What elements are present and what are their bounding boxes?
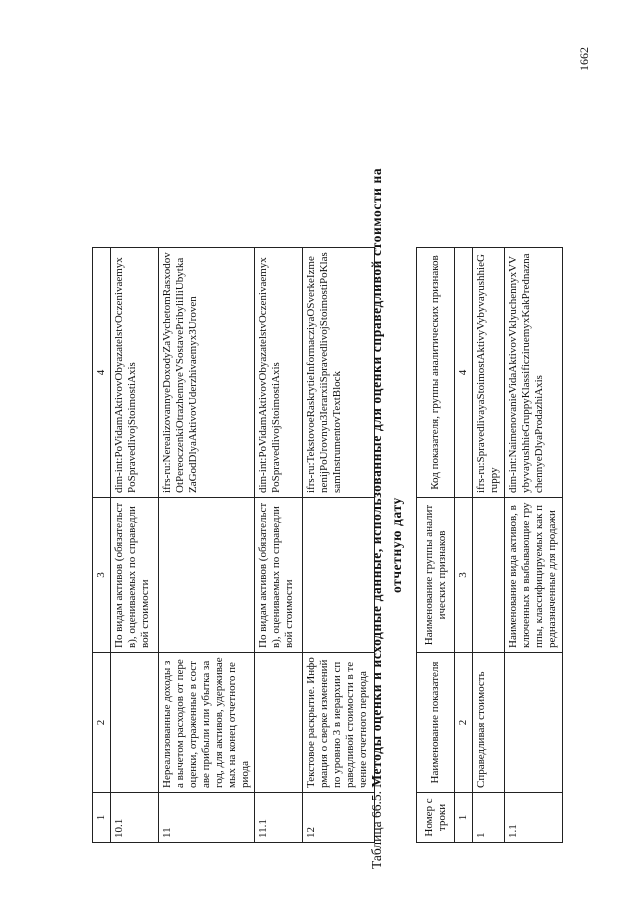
indicator-code: dim-int:PoVidamAktivovObyazatelstvOczenivaemyxPoSpravedlivojStoimostiAxis [255, 248, 303, 498]
header-cell: Код показателя, группы аналитических признаков [417, 248, 455, 498]
header-number: 3 [455, 498, 473, 653]
header-cell: 3 [93, 498, 111, 653]
table-caption [367, 69, 407, 869]
row-number: 11 [159, 793, 255, 843]
indicator-name [255, 653, 303, 793]
header-cell: Наименование показателя [417, 653, 455, 793]
row-number: 1.1 [505, 793, 563, 843]
table-header-row [417, 248, 455, 843]
indicator-code: ifrs-ru:TekstovoeRaskrytieInformacziyaOSverkeIzmenenijPoUrovnyu3IerarxiiSpravedlivojStoimostiPoKlassamInstrumentovTextBlock [303, 248, 375, 498]
caption-title-continued: отчетную дату [389, 497, 404, 593]
page-number: 1662 [577, 47, 591, 71]
table-row [111, 248, 159, 843]
caption-prefix: Таблица 66.5. [369, 791, 384, 869]
header-cell: 1 [93, 793, 111, 843]
group-name [303, 498, 375, 653]
indicator-name: Нереализованные доходы за вычетом расходов от переоценки, отраженные в составе прибыли или убытка за год, для активов, удерживаемых на конец отчетного периода [159, 653, 255, 793]
header-cell: 4 [93, 248, 111, 498]
group-name: Наименование вида активов, включенных в выбывающие группы, классифицируемых как предназначенные для продажи [505, 498, 563, 653]
group-name [159, 498, 255, 653]
header-number: 1 [455, 793, 473, 843]
table-row [255, 248, 303, 843]
indicator-name [505, 653, 563, 793]
indicator-code: ifrs-ru:SpravedlivayaStoimostAktivyVybyvayushhieGruppy [473, 248, 505, 498]
header-number: 4 [455, 248, 473, 498]
table-row [303, 248, 375, 843]
table-row [505, 248, 563, 843]
group-name: По видам активов (обязательств), оцениваемых по справедливой стоимости [111, 498, 159, 653]
indicator-code: dim-int:NaimenovanieVidaAktivovVklyuchennyxVVybyvayushhieGruppyKlassificziruemyxKakPrednaznachennyeDlyaProdazhiAxis [505, 248, 563, 498]
group-name: По видам активов (обязательств), оцениваемых по справедливой стоимости [255, 498, 303, 653]
header-cell: Номер строки [417, 793, 455, 843]
group-name [473, 498, 505, 653]
table-row [473, 248, 505, 843]
indicator-name: Текстовое раскрытие. Информация о сверке изменений по уровню 3 в иерархии справедливой стоимости в течение отчетного периода [303, 653, 375, 793]
indicator-code: dim-int:PoVidamAktivovObyazatelstvOczenivaemyxPoSpravedlivojStoimostiAxis [111, 248, 159, 498]
indicator-code: ifrs-ru:NerealizovannyeDoxodyZaVychetomRasxodovOtPereoczenkiOtrazhennyeVSostavePribyliIliUbytkaZaGodDlyaAktivovUderzhivaemyx3Uroven [159, 248, 255, 498]
table-number-row [455, 248, 473, 843]
indicator-name: Справедливая стоимость [473, 653, 505, 793]
table-row [159, 248, 255, 843]
table-header-row [93, 248, 111, 843]
indicator-name [111, 653, 159, 793]
header-number: 2 [455, 653, 473, 793]
row-number: 1 [473, 793, 505, 843]
header-cell: Наименование группы аналитических признаков [417, 498, 455, 653]
row-number: 10.1 [111, 793, 159, 843]
row-number: 12 [303, 793, 375, 843]
table-continued [92, 247, 375, 843]
header-cell: 2 [93, 653, 111, 793]
caption-title: Методы оценки и исходные данные, использованные для оценки справедливой стоимости на [369, 167, 384, 788]
methods-table [416, 247, 563, 843]
row-number: 11.1 [255, 793, 303, 843]
